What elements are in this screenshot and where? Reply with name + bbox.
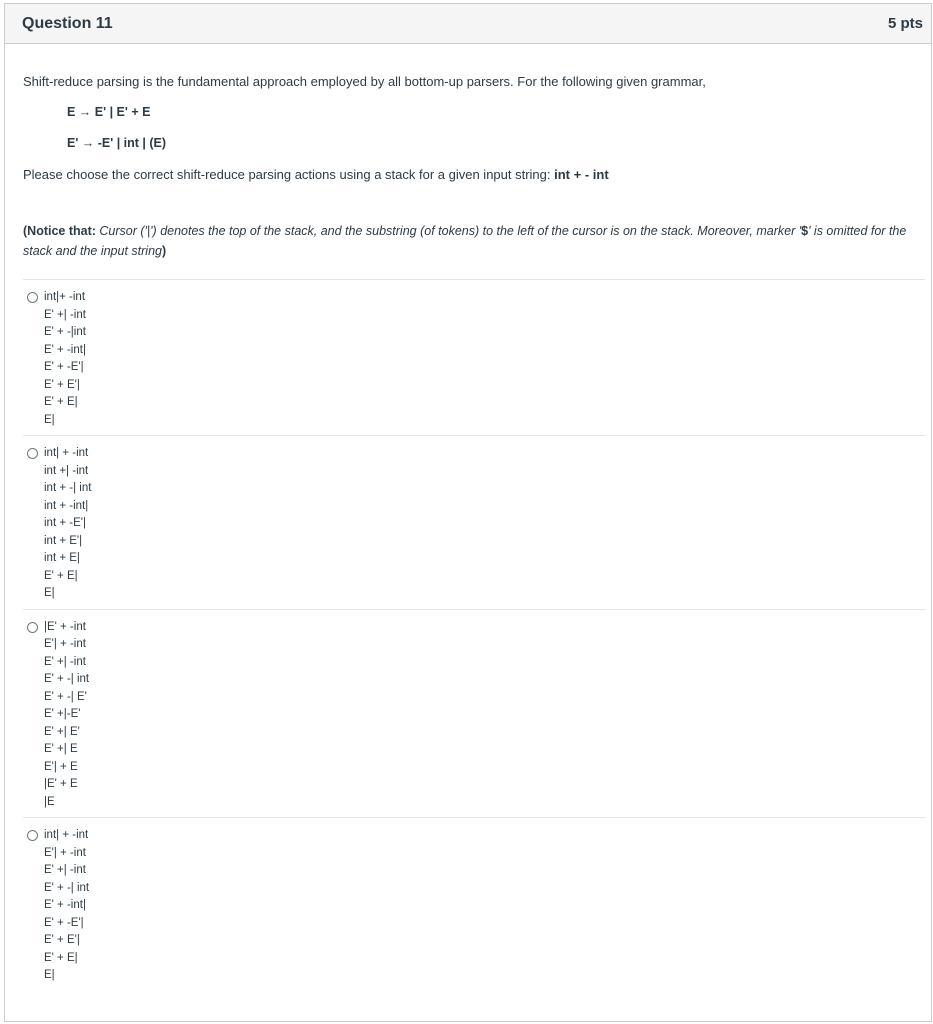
answer-line: |E xyxy=(44,795,55,808)
notice xyxy=(23,221,925,261)
notice-label: (Notice that: xyxy=(23,224,96,238)
answer-line: int|+ -int xyxy=(44,291,86,303)
answer-line: E' + -E'| xyxy=(44,361,84,373)
answer-line: E'| + -int xyxy=(44,638,86,650)
ask-text: Please choose the correct shift-reduce parsing actions using a stack for a given input string: xyxy=(23,167,555,182)
prompt-ask xyxy=(23,166,925,183)
notice-text: Cursor ('|') denotes the top of the stack, and the substring (of tokens) to the left of the cursor is on the stack. Moreover, marker ' xyxy=(95,224,802,238)
answer-line: E' + -| int xyxy=(44,673,90,685)
answer-option-3[interactable] xyxy=(23,609,925,818)
answer-line: E' +| E' xyxy=(44,725,80,738)
question-points: 5 pts xyxy=(887,15,923,32)
radio-button[interactable] xyxy=(27,292,38,303)
answer-line: E' + -|int xyxy=(44,326,86,338)
answer-line: int + -E'| xyxy=(44,517,86,529)
question-header xyxy=(5,4,931,44)
radio-button[interactable] xyxy=(27,622,38,633)
answer-line: E| xyxy=(44,969,55,981)
answer-line: int| + -int xyxy=(44,447,89,459)
question-card xyxy=(4,3,932,1022)
answer-line: E'| + -int xyxy=(44,846,86,859)
answer-line: int + -| int xyxy=(44,482,92,494)
answer-lines xyxy=(44,619,89,812)
answer-option-1[interactable] xyxy=(23,279,925,435)
answer-line: E| xyxy=(44,587,55,599)
answer-line: E' + E'| xyxy=(44,378,80,391)
notice-text-2: ' is omitted for the stack and the input string xyxy=(23,224,907,258)
answer-option-2[interactable] xyxy=(23,435,925,609)
grammar-rule-1: E → E' | E' + E xyxy=(67,105,151,119)
answer-lines xyxy=(44,289,86,429)
answer-list xyxy=(23,279,925,991)
answer-line: E' + E| xyxy=(44,951,78,964)
answer-line: E'| + E xyxy=(44,760,78,773)
answer-option-4[interactable] xyxy=(23,817,925,991)
question-body xyxy=(5,73,931,991)
answer-line: E' + -| E' xyxy=(44,690,87,703)
answer-line: int + -int| xyxy=(44,499,89,512)
answer-line: E' +| E xyxy=(44,743,78,755)
answer-line: E' + -| int xyxy=(44,881,90,894)
answer-line: int +| -int xyxy=(44,464,89,477)
answer-line: E' +|-E' xyxy=(44,708,81,720)
answer-line: E' + -int| xyxy=(44,343,86,356)
answer-line: int + E'| xyxy=(44,534,83,547)
answer-line: E' +| -int xyxy=(44,864,86,876)
notice-marker: $ xyxy=(801,224,809,238)
radio-button[interactable] xyxy=(27,448,38,459)
grammar-rule-2: E' → -E' | int | (E) xyxy=(67,136,167,150)
answer-line: E' + E| xyxy=(44,396,78,408)
answer-line: E| xyxy=(44,413,55,426)
answer-line: E' + -int| xyxy=(44,899,86,911)
answer-line: E' + E'| xyxy=(44,934,80,946)
prompt-intro: Shift-reduce parsing is the fundamental approach employed by all bottom-up parsers. For the following given grammar, xyxy=(23,74,706,89)
answer-line: |E' + E xyxy=(44,778,78,790)
question-title: Question 11 xyxy=(22,14,113,32)
answer-line: E' +| -int xyxy=(44,655,86,668)
notice-close: ) xyxy=(161,244,167,258)
answer-line: E' + -E'| xyxy=(44,916,84,929)
answer-line: E' +| -int xyxy=(44,308,86,321)
radio-button[interactable] xyxy=(27,830,38,841)
answer-line: int| + -int xyxy=(44,829,89,841)
answer-line: int + E| xyxy=(44,552,80,564)
answer-lines xyxy=(44,445,91,603)
answer-line: E' + E| xyxy=(44,569,78,582)
answer-lines xyxy=(44,827,89,985)
ask-input-string: int + - int xyxy=(554,167,609,182)
answer-line: |E' + -int xyxy=(44,620,86,633)
